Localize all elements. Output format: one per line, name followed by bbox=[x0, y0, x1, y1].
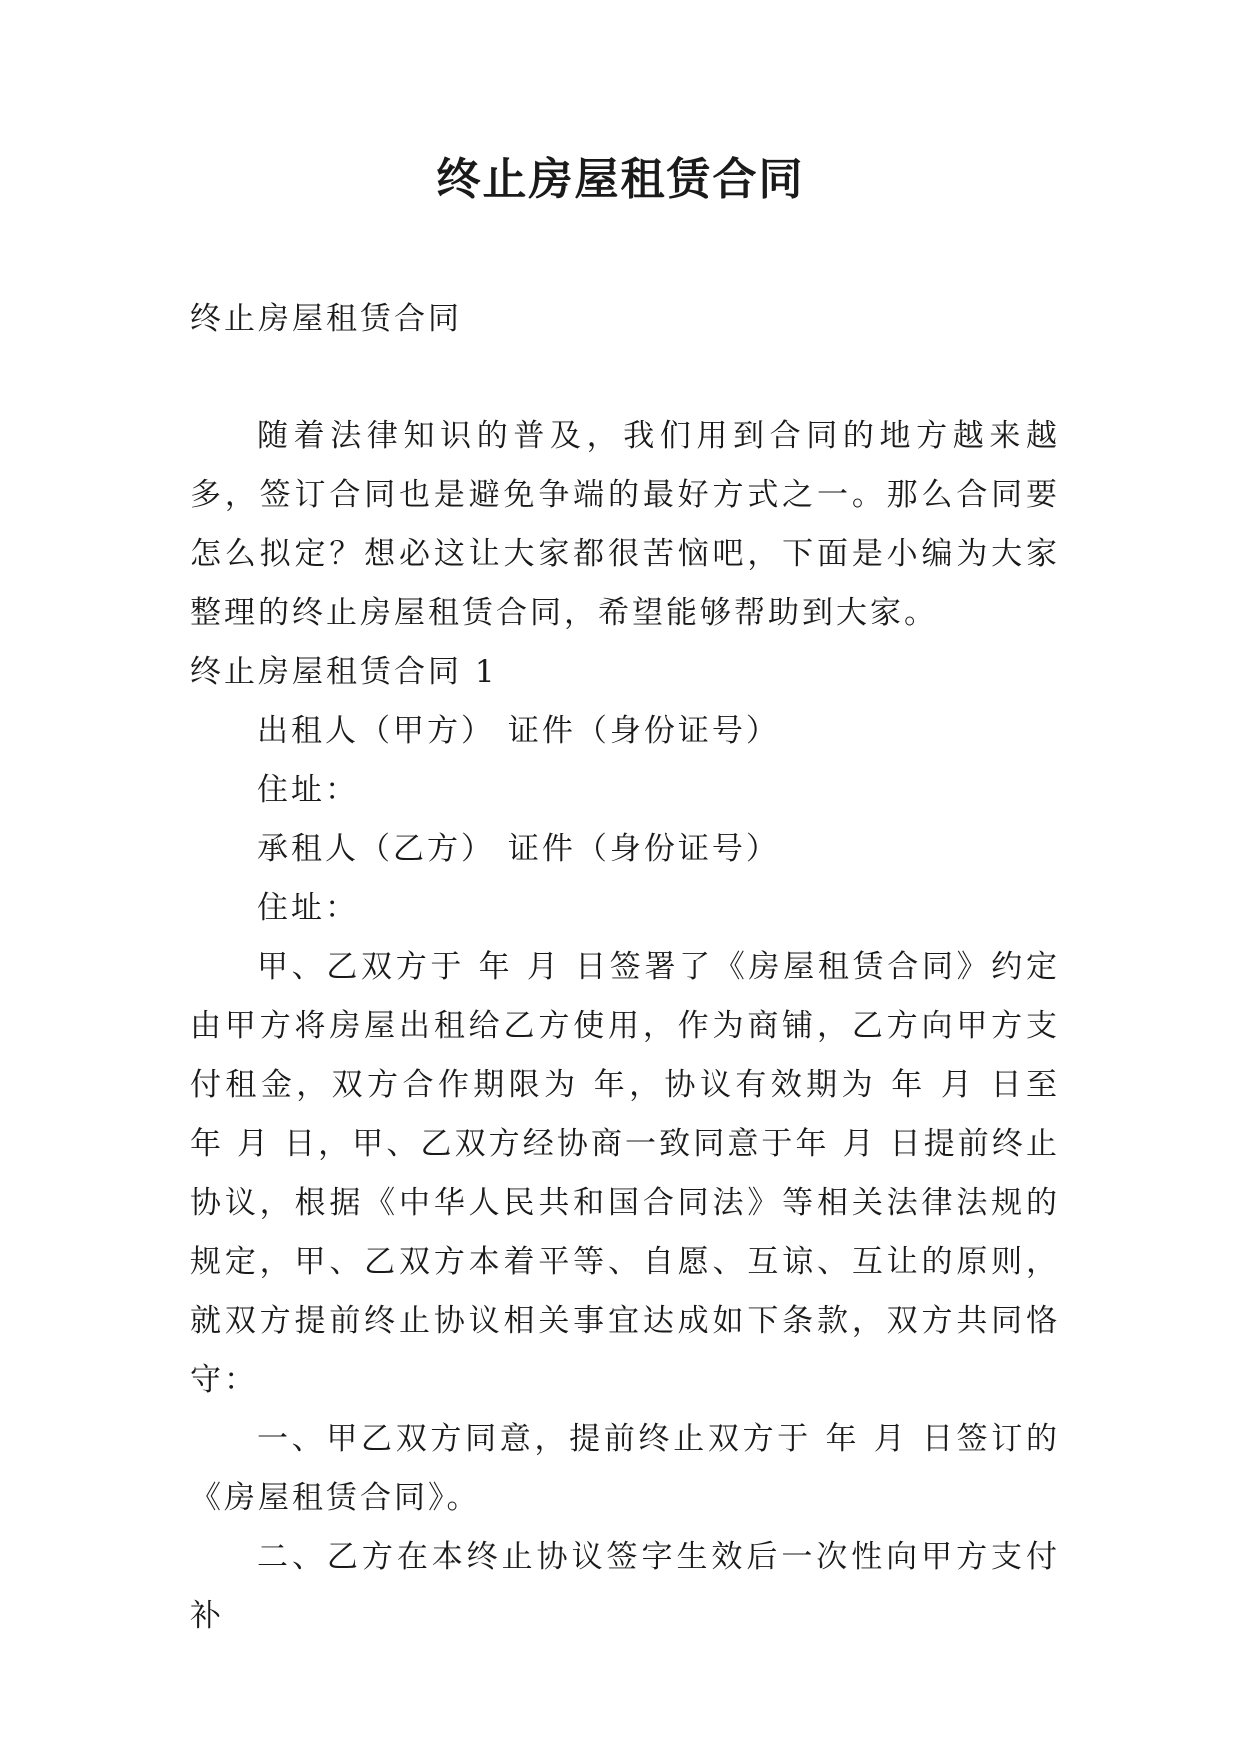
agreement-paragraph: 甲、乙双方于 年 月 日签署了《房屋租赁合同》约定由甲方将房屋出租给乙方使用，作为商铺，乙方向甲方支付租金，双方合作期限为 年，协议有效期为 年 月 日至 年 月 日，甲、乙双方经协商一致同意于年 月 日提前终止协议，根据《中华人民共和国合同法》等相关法律法规的规定，甲、乙双方本着平等、自愿、互谅、互让的原则，就双方提前终止协议相关事宜达成如下条款，双方共同恪守： bbox=[190, 949, 1060, 1398]
clause-1: 一、甲乙双方同意，提前终止双方于 年 月 日签订的《房屋租赁合同》。 bbox=[190, 1421, 1060, 1516]
lessee-line: 承租人（乙方） 证件（身份证号） bbox=[257, 831, 780, 867]
document-subtitle: 终止房屋租赁合同 bbox=[190, 301, 462, 337]
lessor-address: 住址： bbox=[257, 772, 359, 808]
intro-paragraph: 随着法律知识的普及，我们用到合同的地方越来越多，签订合同也是避免争端的最好方式之一。那么合同要怎么拟定？想必这让大家都很苦恼吧，下面是小编为大家整理的终止房屋租赁合同，希望能够帮助到大家。 bbox=[190, 418, 1060, 631]
lessee-address: 住址： bbox=[257, 890, 359, 926]
section-heading: 终止房屋租赁合同 1 bbox=[190, 654, 498, 690]
lessor-line: 出租人（甲方） 证件（身份证号） bbox=[257, 713, 780, 749]
clause-2: 二、乙方在本终止协议签字生效后一次性向甲方支付补 bbox=[190, 1539, 1060, 1634]
document-title: 终止房屋租赁合同 bbox=[436, 154, 805, 205]
document-body bbox=[190, 290, 1060, 1646]
